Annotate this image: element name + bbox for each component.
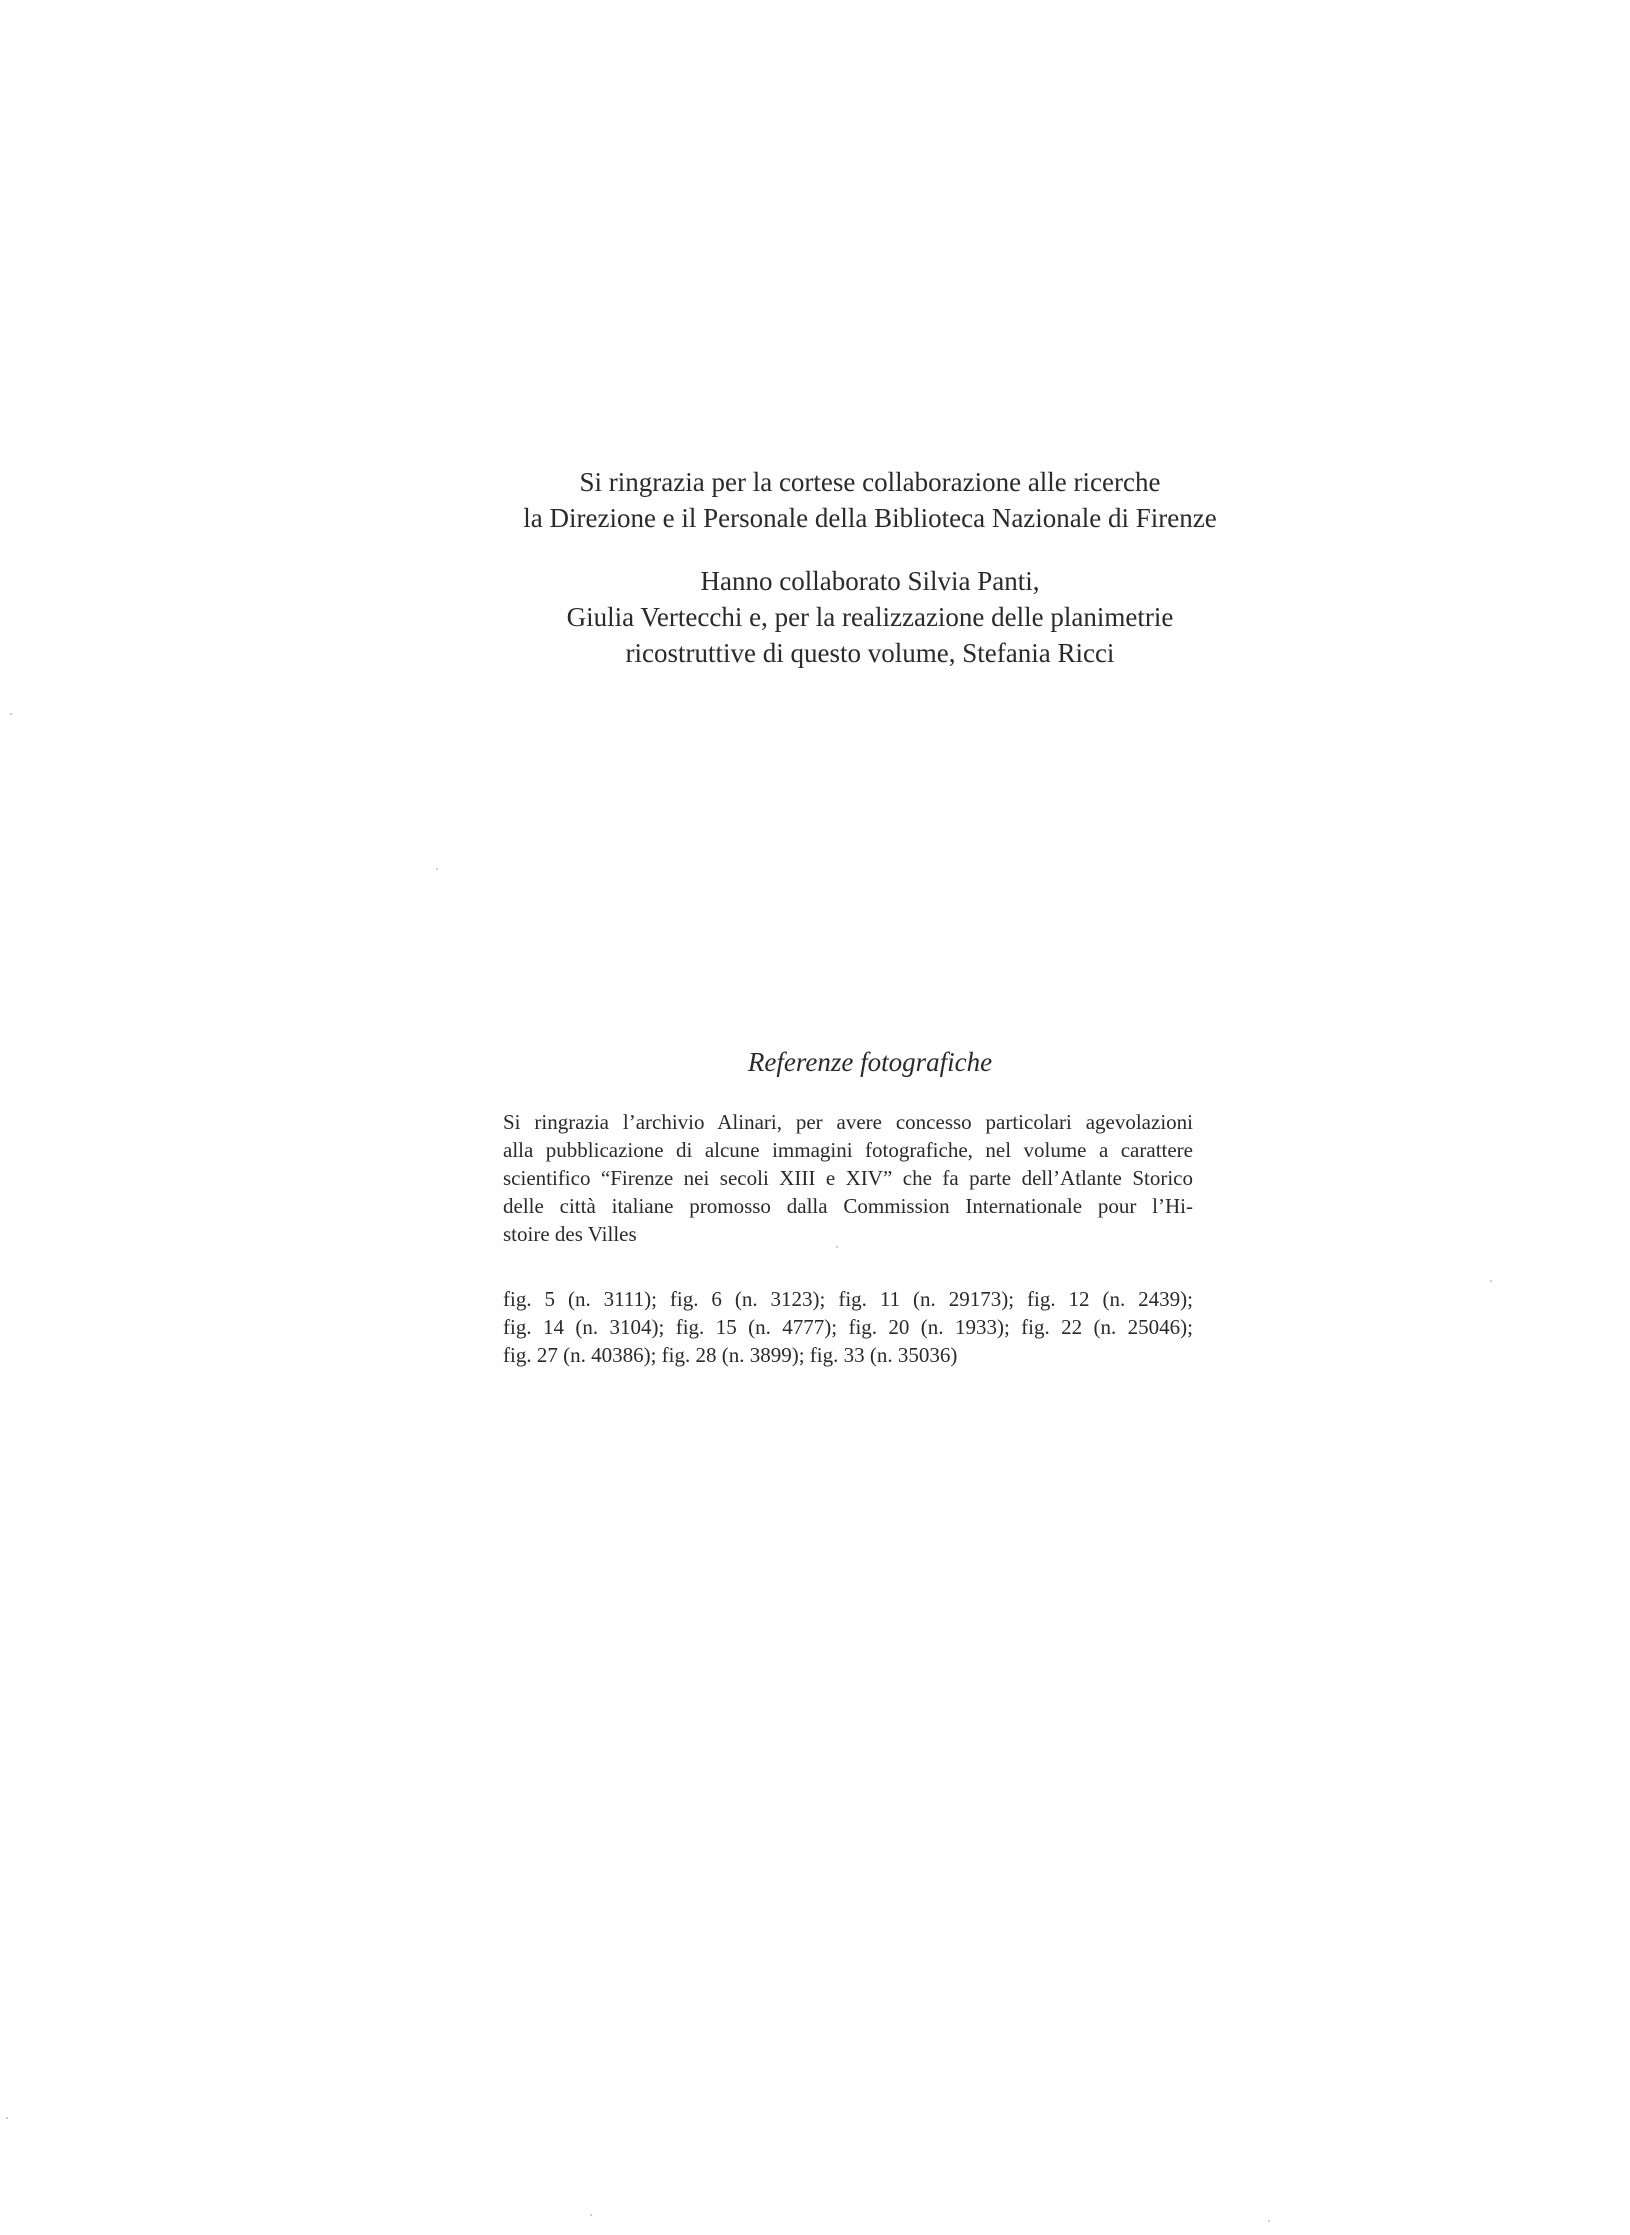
paper-speck: [10, 713, 12, 715]
collaborators-line: Giulia Vertecchi e, per la realizzazione delle planimetrie: [566, 602, 1174, 632]
paragraph-line: scientifico “Firenze nei secoli XIII e XIV” che fa parte dell’Atlante Storico: [503, 1166, 1193, 1190]
acknowledgement-line: Si ringrazia per la cortese collaborazione alle ricerche: [579, 467, 1161, 497]
collaborators-line: Hanno collaborato Silvia Panti,: [700, 566, 1040, 596]
collaborators-line: ricostruttive di questo volume, Stefania Ricci: [625, 638, 1115, 668]
photo-credits-paragraph: [503, 1108, 1193, 1248]
acknowledgement-block: [440, 464, 1300, 536]
figure-credits-line: fig. 27 (n. 40386); fig. 28 (n. 3899); fig. 33 (n. 35036): [503, 1343, 958, 1367]
paper-speck: [836, 1246, 838, 1248]
paper-speck: [6, 2117, 8, 2119]
photo-credits-title: Referenze fotografiche: [747, 1047, 993, 1077]
paper-speck: [1490, 1280, 1492, 1282]
figure-credits-line: fig. 5 (n. 3111); fig. 6 (n. 3123); fig. 11 (n. 29173); fig. 12 (n. 2439);: [503, 1287, 1193, 1311]
figure-credits-list: [503, 1285, 1193, 1369]
paper-speck: [590, 2214, 592, 2216]
acknowledgement-line: la Direzione e il Personale della Biblioteca Nazionale di Firenze: [523, 503, 1217, 533]
paragraph-line: delle città italiane promosso dalla Commission Internationale pour l’Hi-: [503, 1194, 1193, 1218]
paragraph-line: stoire des Villes: [503, 1222, 637, 1246]
figure-credits-line: fig. 14 (n. 3104); fig. 15 (n. 4777); fig. 20 (n. 1933); fig. 22 (n. 25046);: [503, 1315, 1193, 1339]
collaborators-block: [440, 563, 1300, 671]
paragraph-line: Si ringrazia l’archivio Alinari, per avere concesso particolari agevolazioni: [503, 1110, 1193, 1134]
paper-speck: [1268, 2220, 1270, 2222]
paragraph-line: alla pubblicazione di alcune immagini fotografiche, nel volume a carattere: [503, 1138, 1193, 1162]
paper-speck: [436, 868, 438, 870]
